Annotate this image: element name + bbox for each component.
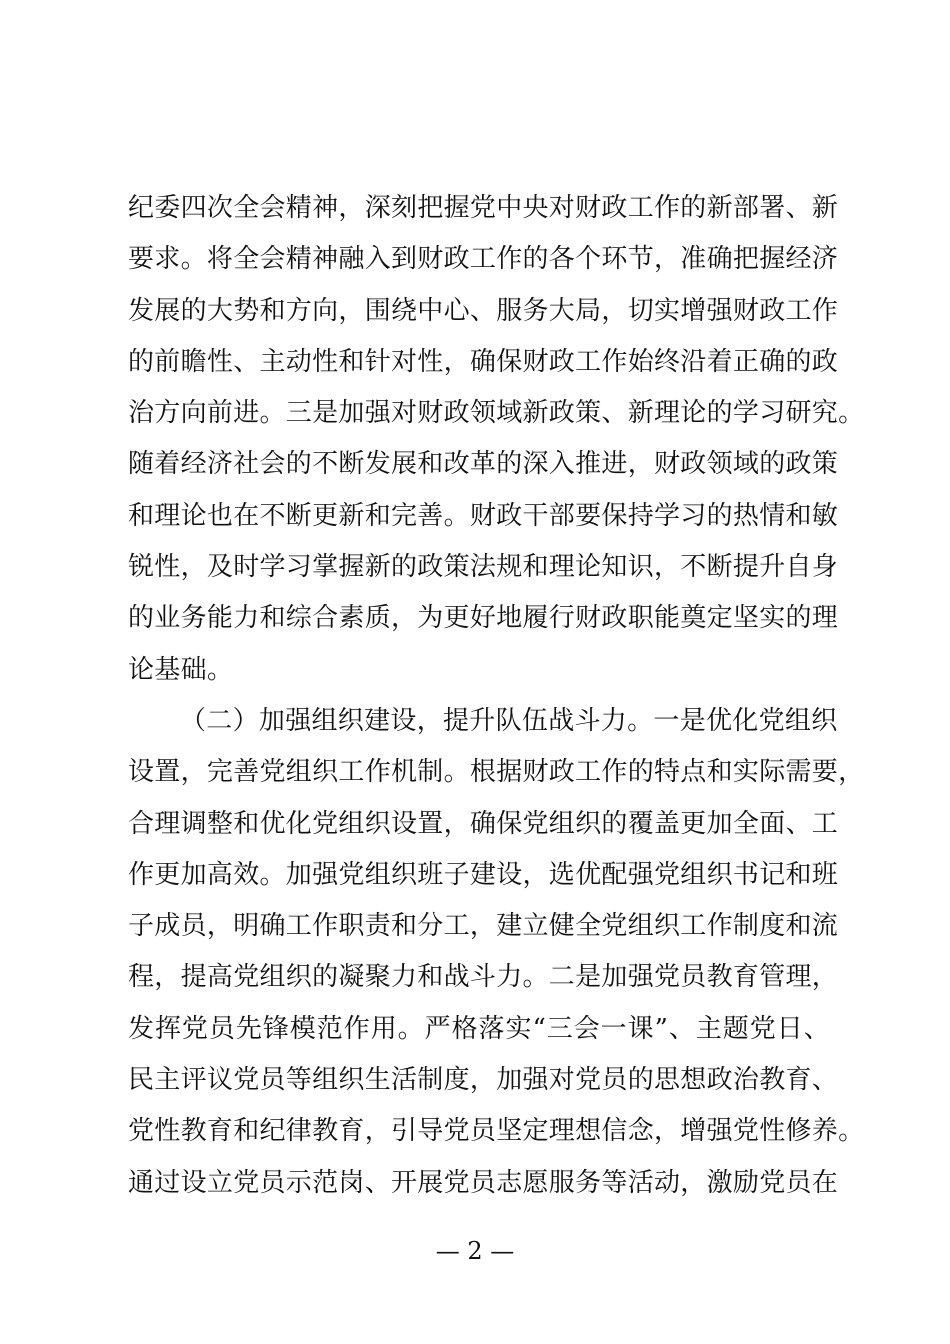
- text-line: 发展的大势和方向，围绕中心、服务大局，切实增强财政工作: [128, 295, 839, 326]
- text-line: 和理论也在不断更新和完善。财政干部要保持学习的热情和敏: [128, 500, 839, 531]
- text-line: 锐性，及时学习掌握新的政策法规和理论知识，不断提升自身: [128, 552, 839, 583]
- text-line: 通过设立党员示范岗、开展党员志愿服务等活动，激励党员在: [128, 1167, 839, 1198]
- text-line: 合理调整和优化党组织设置，确保党组织的覆盖更加全面、工: [128, 808, 839, 839]
- text-line: 作更加高效。加强党组织班子建设，选优配强党组织书记和班: [128, 859, 839, 890]
- text-line: 党性教育和纪律教育，引导党员坚定理想信念，增强党性修养。: [128, 1116, 865, 1147]
- text-line: 论基础。: [128, 654, 234, 685]
- page-number: — 2 —: [435, 1237, 515, 1265]
- text-line: 的前瞻性、主动性和针对性，确保财政工作始终沿着正确的政: [128, 346, 839, 377]
- text-line: 发挥党员先锋模范作用。严格落实“三会一课”、主题党日、: [128, 1013, 830, 1044]
- text-line: 的业务能力和综合素质，为更好地履行财政职能奠定坚实的理: [128, 603, 839, 634]
- text-line: 随着经济社会的不断发展和改革的深入推进，财政领域的政策: [128, 449, 839, 480]
- text-line: 治方向前进。三是加强对财政领域新政策、新理论的学习研究。: [128, 398, 865, 429]
- text-line: 设置，完善党组织工作机制。根据财政工作的特点和实际需要，: [128, 757, 865, 788]
- text-line: 程，提高党组织的凝聚力和战斗力。二是加强党员教育管理，: [128, 962, 839, 993]
- text-line: 纪委四次全会精神，深刻把握党中央对财政工作的新部署、新: [128, 193, 839, 223]
- text-line: 民主评议党员等组织生活制度，加强对党员的思想政治教育、: [128, 1065, 839, 1096]
- section-heading-line: （二）加强组织建设，提升队伍战斗力。一是优化党组织: [180, 705, 838, 736]
- text-line: 要求。将全会精神融入到财政工作的各个环节，准确把握经济: [128, 244, 839, 275]
- body-text: [128, 183, 868, 1209]
- text-line: 子成员，明确工作职责和分工，建立健全党组织工作制度和流: [128, 911, 839, 942]
